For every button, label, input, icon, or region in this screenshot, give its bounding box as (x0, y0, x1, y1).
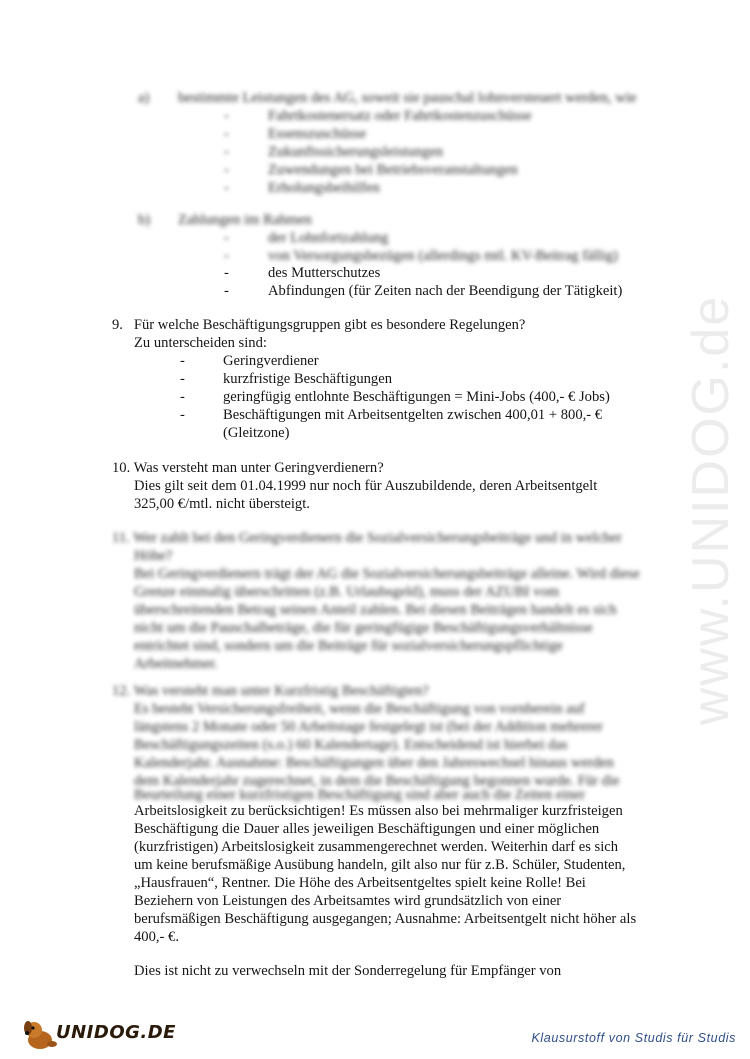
answer-12-line: Beziehern von Leistungen des Arbeitsamtes wird grundsätzlich von einer (134, 893, 562, 909)
section-b-marker: b) (138, 212, 151, 228)
answer-12-line: Beurteilung einer kurzfristigen Beschäftigung sind aber auch die Zeiten einer (134, 787, 586, 803)
dash-bullet: - (224, 283, 229, 299)
list-item: Zukunftssicherungsleistungen (268, 144, 444, 160)
answer-12-line: um keine berufsmäßige Ausübung handeln, gilt also nur für z.B. Schüler, Studenten, (134, 857, 626, 873)
dash-bullet: - (224, 144, 229, 160)
question-11-line: Höhe? (134, 548, 173, 564)
question-11: 11. Wer zahlt bei den Geringverdienern die Sozialversicherungsbeiträge und in welcher (112, 530, 622, 546)
watermark (652, 290, 750, 730)
dash-bullet: - (224, 108, 229, 124)
footer-tagline: Klausurstoff von Studis für Studis (531, 1031, 736, 1045)
dash-bullet: - (224, 248, 229, 264)
question-9: 9. Für welche Beschäftigungsgruppen gibt es besondere Regelungen? (112, 317, 526, 333)
answer-12-line: „Hausfrauen“, Rentner. Die Höhe des Arbeitsentgeltes spielt keine Rolle! Bei (134, 875, 586, 891)
list-item: Essenszuschüsse (268, 126, 367, 142)
answer-12-line: Beschäftigung die Dauer alles jeweiligen Beschäftigungen und einer möglichen (134, 821, 600, 837)
answer-12-line: berufsmäßigen Beschäftigung ausgegangen; Ausnahme: Arbeitsentgelt nicht höher als (134, 911, 637, 927)
list-item: der Lohnfortzahlung (268, 230, 389, 246)
list-item: kurzfristige Beschäftigungen (223, 371, 392, 387)
list-item: Geringverdiener (223, 353, 319, 369)
question-12: 12. Was versteht man unter Kurzfristig Beschäftigten? (112, 683, 429, 699)
list-item-abfindungen: Abfindungen (für Zeiten nach der Beendigung der Tätigkeit) (268, 283, 623, 299)
dash-bullet: - (224, 126, 229, 142)
answer-12-line: Es besteht Versicherungsfreiheit, wenn die Beschäftigung von vornherein auf (134, 701, 585, 717)
dash-bullet: - (180, 407, 185, 423)
dash-bullet: - (224, 230, 229, 246)
answer-11-line: Bei Geringverdienern trägt der AG die Sozialversicherungsbeiträge alleine. Wird diese (134, 566, 640, 582)
answer-11-line: überschreitenden Betrag seinen Anteil zahlen. Bei diesen Beiträgen handelt es sich (134, 602, 617, 618)
list-item: von Versorgungsbezügen (allerdings mtl. KV-Beitrag fällig) (268, 248, 618, 264)
answer-12-line: Kalenderjahr. Ausnahme: Beschäftigungen über den Jahreswechsel hinaus werden (134, 755, 614, 771)
section-b-text: Zahlungen im Rahmen (178, 212, 312, 228)
question-9-intro: Zu unterscheiden sind: (134, 335, 267, 351)
answer-10-line: Dies gilt seit dem 01.04.1999 nur noch für Auszubildende, deren Arbeitsentgelt (134, 478, 598, 494)
list-item: Erholungsbeihilfen (268, 180, 380, 196)
list-item: Fahrtkostenersatz oder Fahrtkostenzuschüsse (268, 108, 532, 124)
dash-bullet: - (180, 353, 185, 369)
unidog-logo (22, 1016, 176, 1052)
answer-11-line: Grenze einmalig überschritten (z.B. Urlaubsgeld), muss der AZUBI vom (134, 584, 560, 600)
list-item: Beschäftigungen mit Arbeitsentgelten zwischen 400,01 + 800,- € (223, 407, 603, 423)
dash-bullet: - (224, 162, 229, 178)
dash-bullet: - (224, 180, 229, 196)
watermark-text: www.UNIDOG.de (682, 294, 741, 726)
answer-10-line: 325,00 €/mtl. nicht übersteigt. (134, 496, 310, 512)
answer-12-line: 400,- €. (134, 929, 179, 945)
list-item: Zuwendungen bei Betriebsveranstaltungen (268, 162, 518, 178)
section-a-marker: a) (138, 90, 150, 106)
answer-11-line: entrichtet sind, sondern um die Beiträge für sozialversicherungspflichtige (134, 638, 563, 654)
list-item-continuation: (Gleitzone) (223, 425, 290, 441)
section-a-text: bestimmte Leistungen des AG, soweit sie pauschal lohnversteuert werden, wie (178, 90, 637, 106)
answer-12-line: Beschäftigungszeiten (s.o.) 60 Kalendertage). Entscheidend ist hierbei das (134, 737, 568, 753)
question-10: 10. Was versteht man unter Geringverdienern? (112, 460, 384, 476)
answer-12-line: längstens 2 Monate oder 50 Arbeitstage festgelegt ist (bei der Addition mehrerer (134, 719, 603, 735)
dash-bullet: - (180, 371, 185, 387)
answer-11-line: Arbeitnehmer. (134, 656, 218, 672)
logo-text: UNIDOG.DE (56, 1022, 176, 1043)
dash-bullet: - (180, 389, 185, 405)
answer-12-line: dem Kalenderjahr zugerechnet, in dem die Beschäftigung begonnen wurde. Für die (134, 773, 620, 789)
list-item-mutterschutz: des Mutterschutzes (268, 265, 381, 281)
answer-11-line: nicht um die Pauschalbeträge, die für geringfügige Beschäftigungsverhältnisse (134, 620, 593, 636)
last-paragraph-line: Dies ist nicht zu verwechseln mit der Sonderregelung für Empfänger von (134, 963, 562, 979)
dash-bullet: - (224, 265, 229, 281)
answer-12-line: Arbeitslosigkeit zu berücksichtigen! Es müssen also bei mehrmaliger kurzfristeigen (134, 803, 623, 819)
list-item: geringfügig entlohnte Beschäftigungen = Mini-Jobs (400,- € Jobs) (223, 389, 610, 405)
answer-12-line: (kurzfristigen) Arbeitslosigkeit zusammengerechnet werden. Weiterhin darf es sich (134, 839, 619, 855)
